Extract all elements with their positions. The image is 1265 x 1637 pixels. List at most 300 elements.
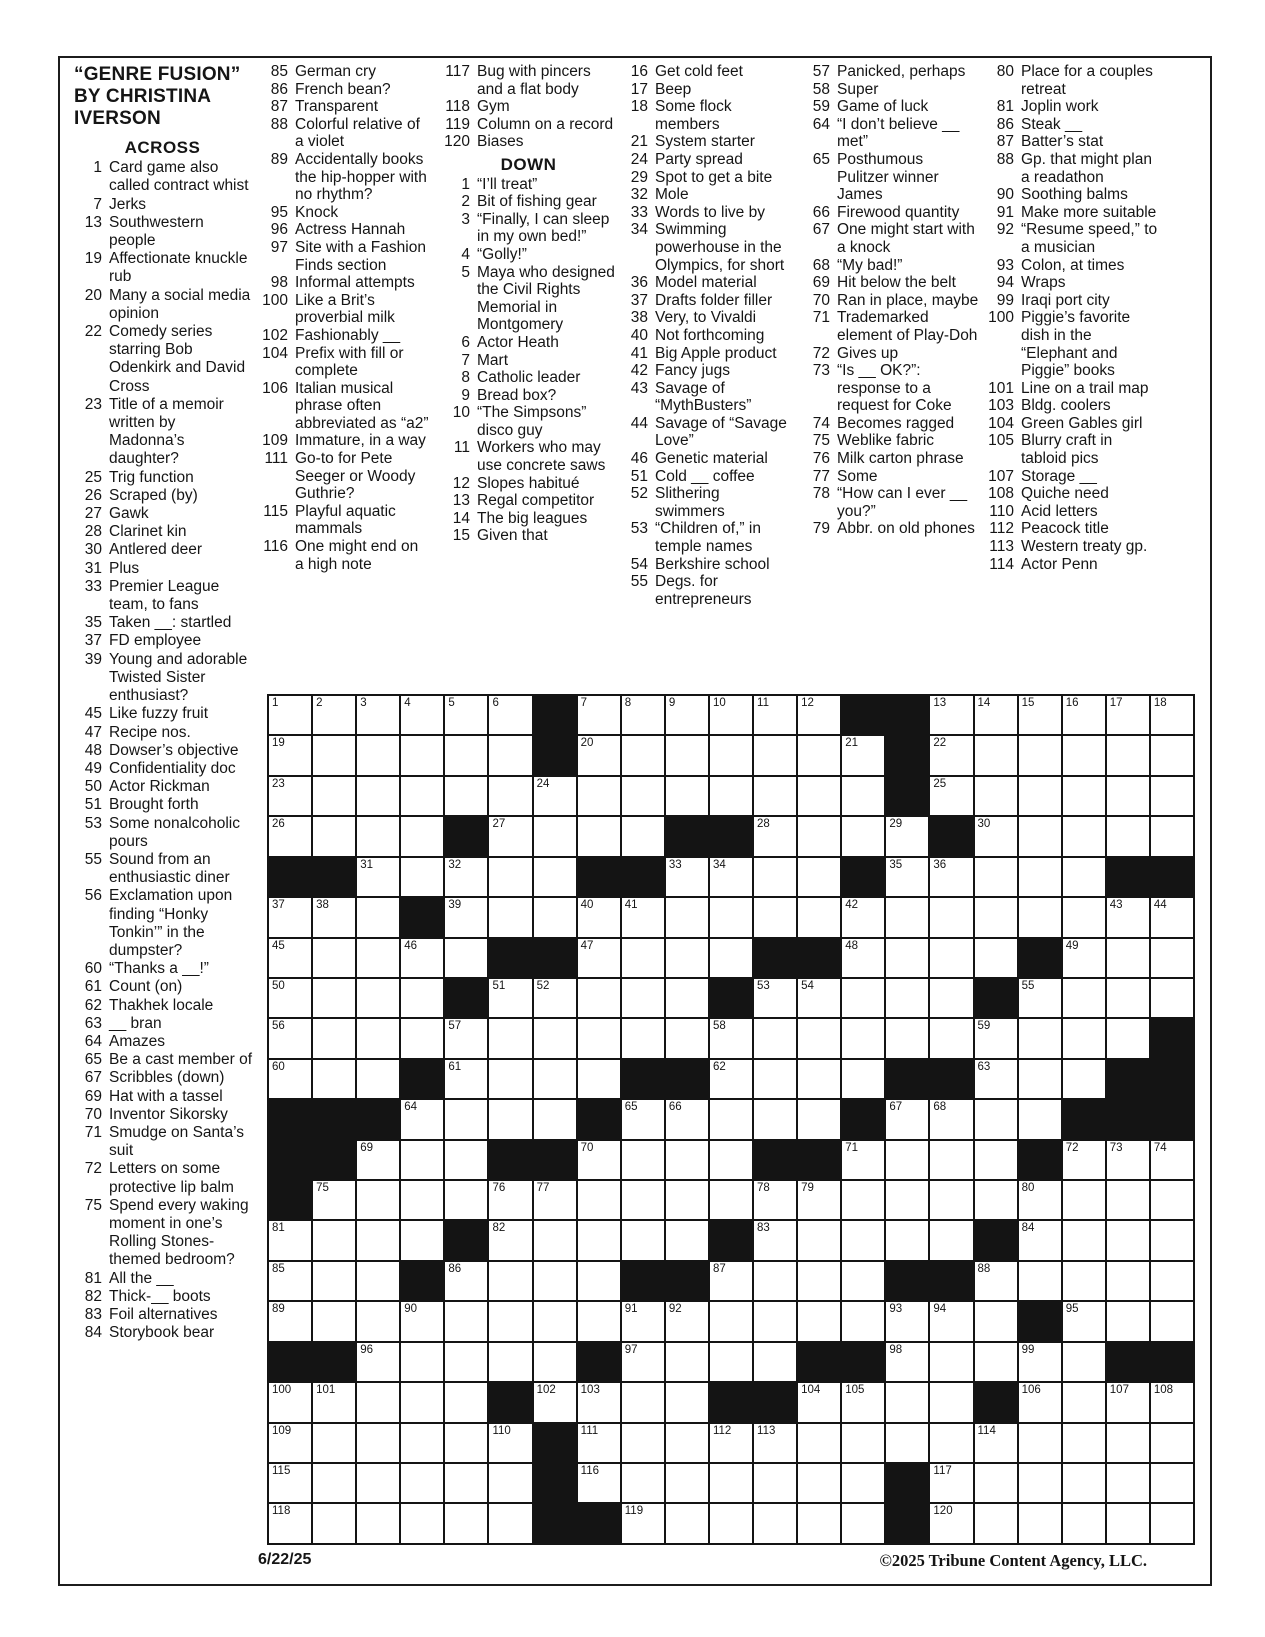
grid-cell — [886, 898, 928, 936]
grid-cell — [842, 979, 884, 1017]
clue-text: Actor Heath — [477, 333, 559, 351]
clue-number: 50 — [84, 778, 102, 796]
cell-number: 46 — [404, 939, 418, 952]
clue-number: 114 — [989, 555, 1014, 573]
cell-number: 48 — [845, 939, 859, 952]
clue-item — [72, 978, 253, 996]
clue-text: Bug with pincers and a flat body — [477, 63, 591, 98]
grid-cell-black — [269, 1343, 311, 1381]
cell-number: 11 — [757, 697, 769, 709]
grid-cell — [578, 1383, 620, 1421]
grid-cell — [886, 1019, 928, 1057]
clue-item — [440, 193, 617, 211]
clue-item — [618, 415, 793, 450]
grid-cell — [357, 777, 399, 815]
grid-cell — [269, 1464, 311, 1502]
clue-number: 49 — [84, 759, 102, 777]
grid-cell — [578, 898, 620, 936]
clue-text: Iraqi port city — [1021, 291, 1110, 309]
grid-cell-black — [1019, 1302, 1061, 1340]
clue-text: Firewood quantity — [837, 203, 960, 221]
grid-cell — [886, 1181, 928, 1219]
clue-text: Hat with a tassel — [109, 1087, 223, 1105]
cell-number: 64 — [404, 1101, 418, 1114]
cell-number: 117 — [933, 1465, 952, 1478]
clue-item — [258, 274, 431, 292]
grid-cell — [622, 898, 664, 936]
clue-text: Ran in place, maybe — [837, 291, 979, 309]
clue-item — [72, 487, 253, 505]
grid-cell — [975, 939, 1017, 977]
clue-text: Playful aquatic mammals — [295, 502, 396, 538]
grid-cell — [754, 1221, 796, 1259]
clue-number: 58 — [812, 80, 830, 98]
grid-cell — [401, 1302, 443, 1340]
grid-cell — [886, 858, 928, 896]
grid-cell — [975, 1262, 1017, 1300]
clue-number: 13 — [84, 213, 102, 231]
grid-cell — [1107, 1302, 1149, 1340]
grid-cell — [1019, 1383, 1061, 1421]
grid-cell — [401, 777, 443, 815]
clue-text: Storybook bear — [109, 1324, 215, 1342]
clue-text: “How can I ever __ you?” — [837, 485, 968, 520]
clue-number: 106 — [262, 379, 288, 397]
grid-cell — [1107, 939, 1149, 977]
grid-cell — [357, 979, 399, 1017]
grid-cell — [886, 1141, 928, 1179]
grid-cell-black — [886, 1464, 928, 1502]
clue-item — [72, 578, 253, 614]
grid-cell — [842, 1383, 884, 1421]
clue-number: 7 — [461, 351, 470, 369]
grid-cell-black — [269, 1100, 311, 1138]
grid-cell — [666, 1464, 708, 1502]
grid-cell — [313, 979, 355, 1017]
cell-number: 30 — [977, 818, 991, 831]
grid-cell — [269, 1060, 311, 1098]
clue-text: Quiche need — [1021, 485, 1109, 503]
clue-item — [258, 292, 431, 327]
grid-cell — [1107, 1221, 1149, 1259]
clue-item — [982, 432, 1160, 467]
grid-cell — [798, 1302, 840, 1340]
clue-item — [618, 292, 793, 310]
clue-text: Comedy series starring Bob Odenkirk and David Cross — [109, 323, 246, 395]
clue-number: 55 — [84, 850, 102, 868]
clue-item — [440, 439, 617, 474]
clue-number: 59 — [812, 98, 830, 116]
grid-cell — [534, 1221, 576, 1259]
cell-number: 34 — [712, 858, 726, 871]
grid-cell — [1151, 777, 1193, 815]
cell-number: 93 — [889, 1303, 903, 1316]
clue-item — [800, 345, 979, 363]
grid-cell-black — [710, 1221, 752, 1259]
grid-cell-black — [269, 1141, 311, 1179]
clue-text: Smudge on Santa’s suit — [109, 1123, 245, 1160]
grid-cell — [445, 1060, 487, 1098]
cell-number: 84 — [1021, 1222, 1035, 1235]
grid-cell — [1151, 736, 1193, 774]
clue-item — [258, 345, 431, 380]
grid-cell — [269, 898, 311, 936]
clue-text: Brought forth — [109, 796, 199, 814]
clue-item — [800, 309, 979, 344]
clue-number: 96 — [270, 221, 288, 239]
grid-cell — [1107, 979, 1149, 1017]
clue-text: System starter — [655, 133, 755, 151]
clue-number: 65 — [812, 150, 830, 168]
clue-text: Milk carton phrase — [837, 450, 964, 468]
cell-number: 108 — [1153, 1384, 1174, 1397]
grid-cell-black — [886, 696, 928, 734]
clue-number: 34 — [630, 221, 648, 239]
cell-number: 50 — [272, 979, 285, 992]
cell-number: 100 — [272, 1384, 292, 1397]
grid-cell — [886, 1343, 928, 1381]
clue-item — [982, 98, 1160, 116]
grid-cell — [1019, 979, 1061, 1017]
grid-cell — [269, 1262, 311, 1300]
clue-item — [618, 485, 793, 520]
grid-cell — [930, 1019, 972, 1057]
grid-cell — [1019, 1019, 1061, 1057]
clue-item — [258, 380, 431, 433]
clue-number: 14 — [452, 509, 470, 527]
clue-text: Party spread — [655, 150, 743, 168]
grid-cell — [313, 1504, 355, 1542]
clue-item — [440, 334, 617, 352]
clue-number: 81 — [996, 98, 1014, 116]
clue-item — [982, 221, 1160, 256]
cell-number: 76 — [492, 1182, 506, 1195]
clue-number: 98 — [270, 274, 288, 292]
grid-cell-black — [710, 817, 752, 855]
clue-number: 79 — [812, 520, 830, 538]
clue-number: 108 — [988, 485, 1014, 503]
grid-cell — [710, 1141, 752, 1179]
cell-number: 13 — [933, 697, 947, 709]
grid-cell-black — [1151, 1019, 1193, 1057]
grid-cell — [1019, 1504, 1061, 1542]
clue-item — [72, 760, 253, 778]
clue-item — [258, 503, 431, 538]
clue-number: 66 — [812, 203, 830, 221]
grid-cell — [798, 1100, 840, 1138]
grid-cell — [1063, 1181, 1105, 1219]
grid-cell — [842, 1181, 884, 1219]
grid-cell — [886, 1100, 928, 1138]
clue-item — [618, 327, 793, 345]
clue-number: 4 — [461, 245, 470, 263]
grid-cell — [710, 777, 752, 815]
grid-cell — [445, 1343, 487, 1381]
clue-column-down-4 — [982, 63, 1160, 573]
grid-cell-black — [1151, 1100, 1193, 1138]
clue-number: 13 — [452, 492, 470, 510]
puzzle-byline-line1: BY CHRISTINA — [74, 86, 212, 107]
clue-number: 67 — [84, 1069, 102, 1087]
grid-cell — [930, 898, 972, 936]
clue-number: 21 — [630, 133, 648, 151]
grid-cell — [622, 1019, 664, 1057]
grid-cell — [357, 1464, 399, 1502]
grid-cell — [622, 1464, 664, 1502]
clue-item — [440, 352, 617, 370]
grid-cell — [1151, 939, 1193, 977]
clue-item — [982, 485, 1160, 503]
cell-number: 47 — [580, 939, 594, 952]
grid-cell — [798, 817, 840, 855]
clue-text: Savage of “Savage Love” — [655, 414, 787, 450]
grid-cell — [842, 1302, 884, 1340]
clue-number: 85 — [270, 63, 288, 80]
cell-number: 32 — [448, 858, 462, 871]
grid-cell-black — [886, 736, 928, 774]
clue-number: 48 — [84, 741, 102, 759]
cell-number: 26 — [272, 818, 285, 831]
clue-number: 19 — [84, 250, 102, 268]
grid-cell-black — [1107, 1343, 1149, 1381]
grid-cell — [710, 1464, 752, 1502]
grid-cell — [578, 1262, 620, 1300]
clue-number: 44 — [630, 414, 648, 432]
clue-item — [618, 380, 793, 415]
clue-text: Wraps — [1021, 274, 1066, 292]
clue-item — [982, 397, 1160, 415]
clue-item — [72, 469, 253, 487]
grid-cell-black — [357, 1100, 399, 1138]
grid-cell — [578, 979, 620, 1017]
cell-number: 113 — [757, 1424, 776, 1437]
grid-cell — [622, 777, 664, 815]
grid-cell — [534, 1100, 576, 1138]
cell-number: 80 — [1021, 1182, 1035, 1195]
clue-number: 105 — [988, 432, 1014, 450]
grid-cell — [975, 1464, 1017, 1502]
grid-cell — [313, 1464, 355, 1502]
grid-cell — [710, 1343, 752, 1381]
cell-number: 68 — [933, 1101, 947, 1114]
clue-text: Prefix with fill or complete — [295, 344, 404, 380]
clue-item — [72, 614, 253, 632]
grid-cell-black — [313, 1343, 355, 1381]
clue-text: All the __ — [109, 1269, 174, 1287]
grid-cell-black — [886, 1262, 928, 1300]
clue-number: 15 — [452, 527, 470, 545]
cell-number: 81 — [272, 1222, 285, 1235]
clue-text: Green Gables girl — [1021, 414, 1143, 432]
clue-item — [440, 211, 617, 246]
clue-item — [440, 404, 617, 439]
clue-item — [800, 415, 979, 433]
grid-cell — [710, 1060, 752, 1098]
clue-item — [72, 1015, 253, 1033]
grid-cell — [886, 1221, 928, 1259]
grid-cell — [1063, 777, 1105, 815]
clue-item — [982, 556, 1160, 574]
clue-text: “The Simpsons” disco guy — [477, 404, 587, 439]
grid-cell — [666, 939, 708, 977]
grid-cell-black — [798, 939, 840, 977]
clue-text: Trademarked element of Play-Doh — [837, 309, 978, 344]
grid-cell-black — [1063, 1100, 1105, 1138]
clue-text: Letters on some protective lip balm — [109, 1160, 234, 1196]
grid-cell — [798, 1262, 840, 1300]
clue-text: Steak __ — [1021, 115, 1083, 133]
clue-number: 89 — [270, 150, 288, 168]
grid-cell — [975, 736, 1017, 774]
clue-number: 81 — [84, 1269, 102, 1287]
cell-number: 25 — [933, 777, 947, 790]
grid-cell — [798, 1383, 840, 1421]
clue-item — [258, 63, 431, 81]
clue-number: 37 — [630, 291, 648, 309]
clue-text: Antlered deer — [109, 541, 203, 559]
grid-cell — [445, 1262, 487, 1300]
grid-cell — [842, 939, 884, 977]
clue-number: 102 — [262, 326, 288, 344]
grid-cell — [622, 1141, 664, 1179]
cell-number: 86 — [448, 1262, 462, 1275]
crossword-grid — [267, 694, 1195, 1545]
grid-cell-black — [313, 858, 355, 896]
grid-cell — [754, 817, 796, 855]
grid-cell — [489, 979, 531, 1017]
grid-cell — [798, 1181, 840, 1219]
clue-item — [982, 380, 1160, 398]
grid-cell-black — [622, 1262, 664, 1300]
clue-item — [982, 309, 1160, 379]
grid-cell — [754, 1343, 796, 1381]
grid-cell — [534, 858, 576, 896]
grid-cell — [930, 1302, 972, 1340]
grid-cell — [578, 1181, 620, 1219]
grid-cell — [1019, 736, 1061, 774]
grid-cell — [1151, 1141, 1193, 1179]
clue-number: 97 — [270, 238, 288, 256]
clue-text: Posthumous Pulitzer winner James — [837, 150, 939, 204]
clue-number: 84 — [84, 1324, 102, 1342]
clue-number: 64 — [812, 115, 830, 133]
clue-item — [982, 538, 1160, 556]
grid-cell — [1063, 1383, 1105, 1421]
grid-cell-black — [578, 1100, 620, 1138]
clue-text: Dowser’s objective — [109, 741, 239, 759]
clue-text: Immature, in a way — [295, 432, 426, 450]
cell-number: 102 — [536, 1384, 556, 1397]
grid-cell-black — [842, 1100, 884, 1138]
grid-cell — [1063, 817, 1105, 855]
clue-item — [800, 204, 979, 222]
grid-cell — [1107, 1464, 1149, 1502]
grid-cell — [357, 1262, 399, 1300]
grid-cell — [930, 736, 972, 774]
grid-cell — [842, 817, 884, 855]
clue-number: 51 — [84, 796, 102, 814]
clue-item — [258, 151, 431, 204]
grid-cell-black — [445, 817, 487, 855]
clue-number: 53 — [84, 814, 102, 832]
grid-cell — [489, 1302, 531, 1340]
clue-item — [618, 345, 793, 363]
grid-cell — [1107, 1424, 1149, 1462]
cell-number: 87 — [712, 1262, 726, 1275]
clue-item — [72, 851, 253, 887]
grid-cell — [710, 1504, 752, 1542]
grid-cell — [842, 1019, 884, 1057]
grid-cell — [975, 1060, 1017, 1098]
clue-text: Peacock title — [1021, 520, 1109, 538]
clue-item — [800, 63, 979, 81]
grid-cell — [666, 1100, 708, 1138]
cell-number: 89 — [272, 1303, 285, 1316]
grid-cell — [357, 1019, 399, 1057]
clue-number: 54 — [630, 555, 648, 573]
clue-column-down-2 — [618, 63, 793, 608]
clue-number: 29 — [630, 168, 648, 186]
grid-cell-black — [534, 1424, 576, 1462]
clue-item — [618, 63, 793, 81]
grid-cell — [754, 696, 796, 734]
clue-text: Exclamation upon finding “Honky Tonkin’” in the dumpster? — [109, 887, 233, 959]
clue-number: 41 — [630, 344, 648, 362]
clue-item — [258, 116, 431, 151]
clue-item — [258, 538, 431, 573]
grid-cell — [666, 696, 708, 734]
cell-number: 2 — [316, 697, 323, 709]
grid-cell-black — [754, 1141, 796, 1179]
clue-item — [72, 632, 253, 650]
clue-item — [72, 1270, 253, 1288]
grid-cell — [622, 1100, 664, 1138]
grid-cell-black — [754, 939, 796, 977]
clue-number: 111 — [264, 450, 288, 468]
clue-item — [72, 196, 253, 214]
grid-cell-black — [1151, 1343, 1193, 1381]
grid-cell — [622, 1383, 664, 1421]
clue-text: Slopes habitué — [477, 474, 580, 492]
cell-number: 41 — [624, 899, 638, 912]
grid-cell — [622, 817, 664, 855]
clue-text: Cold __ coffee — [655, 467, 755, 485]
grid-cell-black — [622, 1060, 664, 1098]
clue-number: 17 — [630, 80, 648, 98]
clue-number: 87 — [996, 133, 1014, 151]
clue-item — [982, 520, 1160, 538]
clue-item — [440, 510, 617, 528]
grid-cell-black — [1019, 1141, 1061, 1179]
grid-cell — [313, 1060, 355, 1098]
cell-number: 39 — [448, 899, 462, 912]
clue-text: Mole — [655, 186, 689, 204]
clue-text: Be a cast member of — [109, 1051, 253, 1069]
grid-cell — [269, 777, 311, 815]
clue-column-across-main — [72, 137, 253, 1342]
grid-cell — [1107, 736, 1149, 774]
grid-cell — [710, 1100, 752, 1138]
grid-cell — [313, 1221, 355, 1259]
grid-cell — [754, 1464, 796, 1502]
clue-text: Recipe nos. — [109, 723, 191, 741]
grid-cell — [1107, 777, 1149, 815]
clue-text: Scraped (by) — [109, 486, 198, 504]
cell-number: 14 — [977, 697, 991, 709]
clue-number: 25 — [84, 468, 102, 486]
grid-cell — [357, 736, 399, 774]
clue-text: Sound from an enthusiastic diner — [109, 850, 230, 887]
